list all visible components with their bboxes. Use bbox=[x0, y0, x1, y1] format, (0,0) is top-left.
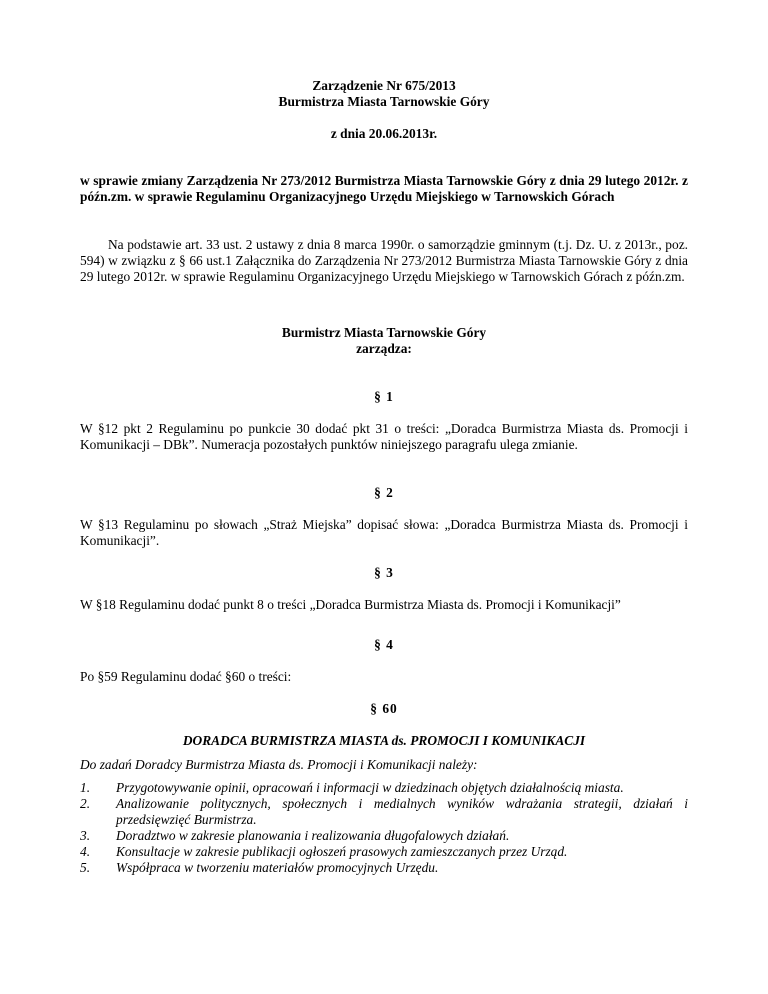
duty-number: 1. bbox=[80, 780, 91, 795]
decree-line-1: Burmistrz Miasta Tarnowskie Góry bbox=[281, 325, 487, 340]
section-text-1: W §12 pkt 2 Regulaminu po punkcie 30 dodać pkt 31 o treści: „Doradca Burmistrza Miasta ds. Promocji i Komunikacji – DBk”. Numeracja pozostałych punktów niniejszego paragrafu ulega zmianie. bbox=[80, 421, 688, 452]
document-date: z dnia 20.06.2013r. bbox=[330, 126, 438, 141]
duty-number: 2. bbox=[80, 796, 91, 811]
section-text-4: Po §59 Regulaminu dodać §60 o treści: bbox=[80, 669, 292, 684]
duty-text: Doradztwo w zakresie planowania i realizowania długofalowych działań. bbox=[116, 828, 510, 843]
section-mark-4: § 4 bbox=[374, 637, 394, 652]
duty-item bbox=[80, 796, 688, 828]
duty-text: Współpraca w tworzeniu materiałów promocyjnych Urzędu. bbox=[116, 860, 439, 875]
decree-line-2: zarządza: bbox=[356, 341, 412, 356]
duties-list bbox=[80, 780, 688, 876]
duty-number: 5. bbox=[80, 860, 91, 875]
section-mark-60: § 60 bbox=[370, 701, 398, 716]
legal-basis: Na podstawie art. 33 ust. 2 ustawy z dnia 8 marca 1990r. o samorządzie gminnym (t.j. Dz. U. z 2013r., poz. 594) w związku z § 66 ust.1 Załącznika do Zarządzenia Nr 273/2012 Burmistrza Miasta Tarnowskie Góry z dnia 29 lutego 2012r. w sprawie Regulaminu Organizacyjnego Urzędu Miejskiego w Tarnowskich Górach z późn.zm. bbox=[80, 237, 688, 284]
duty-item bbox=[80, 860, 688, 876]
duty-item bbox=[80, 780, 688, 796]
duty-text: Przygotowywanie opinii, opracowań i informacji w dziedzinach objętych działalnością miasta. bbox=[116, 780, 624, 795]
duty-item bbox=[80, 828, 688, 844]
section-text-2: W §13 Regulaminu po słowach „Straż Miejska” dopisać słowa: „Doradca Burmistrza Miasta ds. Promocji i Komunikacji”. bbox=[80, 517, 688, 548]
section-mark-3: § 3 bbox=[374, 565, 394, 580]
document-title bbox=[80, 78, 688, 110]
section-mark-2: § 2 bbox=[374, 485, 394, 500]
document-subject: w sprawie zmiany Zarządzenia Nr 273/2012 Burmistrza Miasta Tarnowskie Góry z dnia 29 lutego 2012r. z późn.zm. w sprawie Regulaminu Organizacyjnego Urzędu Miejskiego w Tarnowskich Górach bbox=[80, 173, 688, 204]
duty-item bbox=[80, 844, 688, 860]
duty-number: 4. bbox=[80, 844, 91, 859]
section-mark-1: § 1 bbox=[374, 389, 394, 404]
duties-intro: Do zadań Doradcy Burmistrza Miasta ds. Promocji i Komunikacji należy: bbox=[80, 757, 478, 772]
title-line-2: Burmistrza Miasta Tarnowskie Góry bbox=[278, 94, 490, 109]
title-line-1: Zarządzenie Nr 675/2013 bbox=[312, 78, 456, 93]
duty-number: 3. bbox=[80, 828, 91, 843]
decree-heading bbox=[80, 325, 688, 357]
advisor-heading: DORADCA BURMISTRZA MIASTA ds. PROMOCJI I KOMUNIKACJI bbox=[182, 733, 586, 748]
section-text-3: W §18 Regulaminu dodać punkt 8 o treści „Doradca Burmistrza Miasta ds. Promocji i Komunikacji” bbox=[80, 597, 621, 612]
duty-text: Analizowanie politycznych, społecznych i medialnych wyników wdrażania strategii, działań i przedsięwzięć Burmistrza. bbox=[116, 796, 688, 827]
duty-text: Konsultacje w zakresie publikacji ogłoszeń prasowych zamieszczanych przez Urząd. bbox=[116, 844, 568, 859]
